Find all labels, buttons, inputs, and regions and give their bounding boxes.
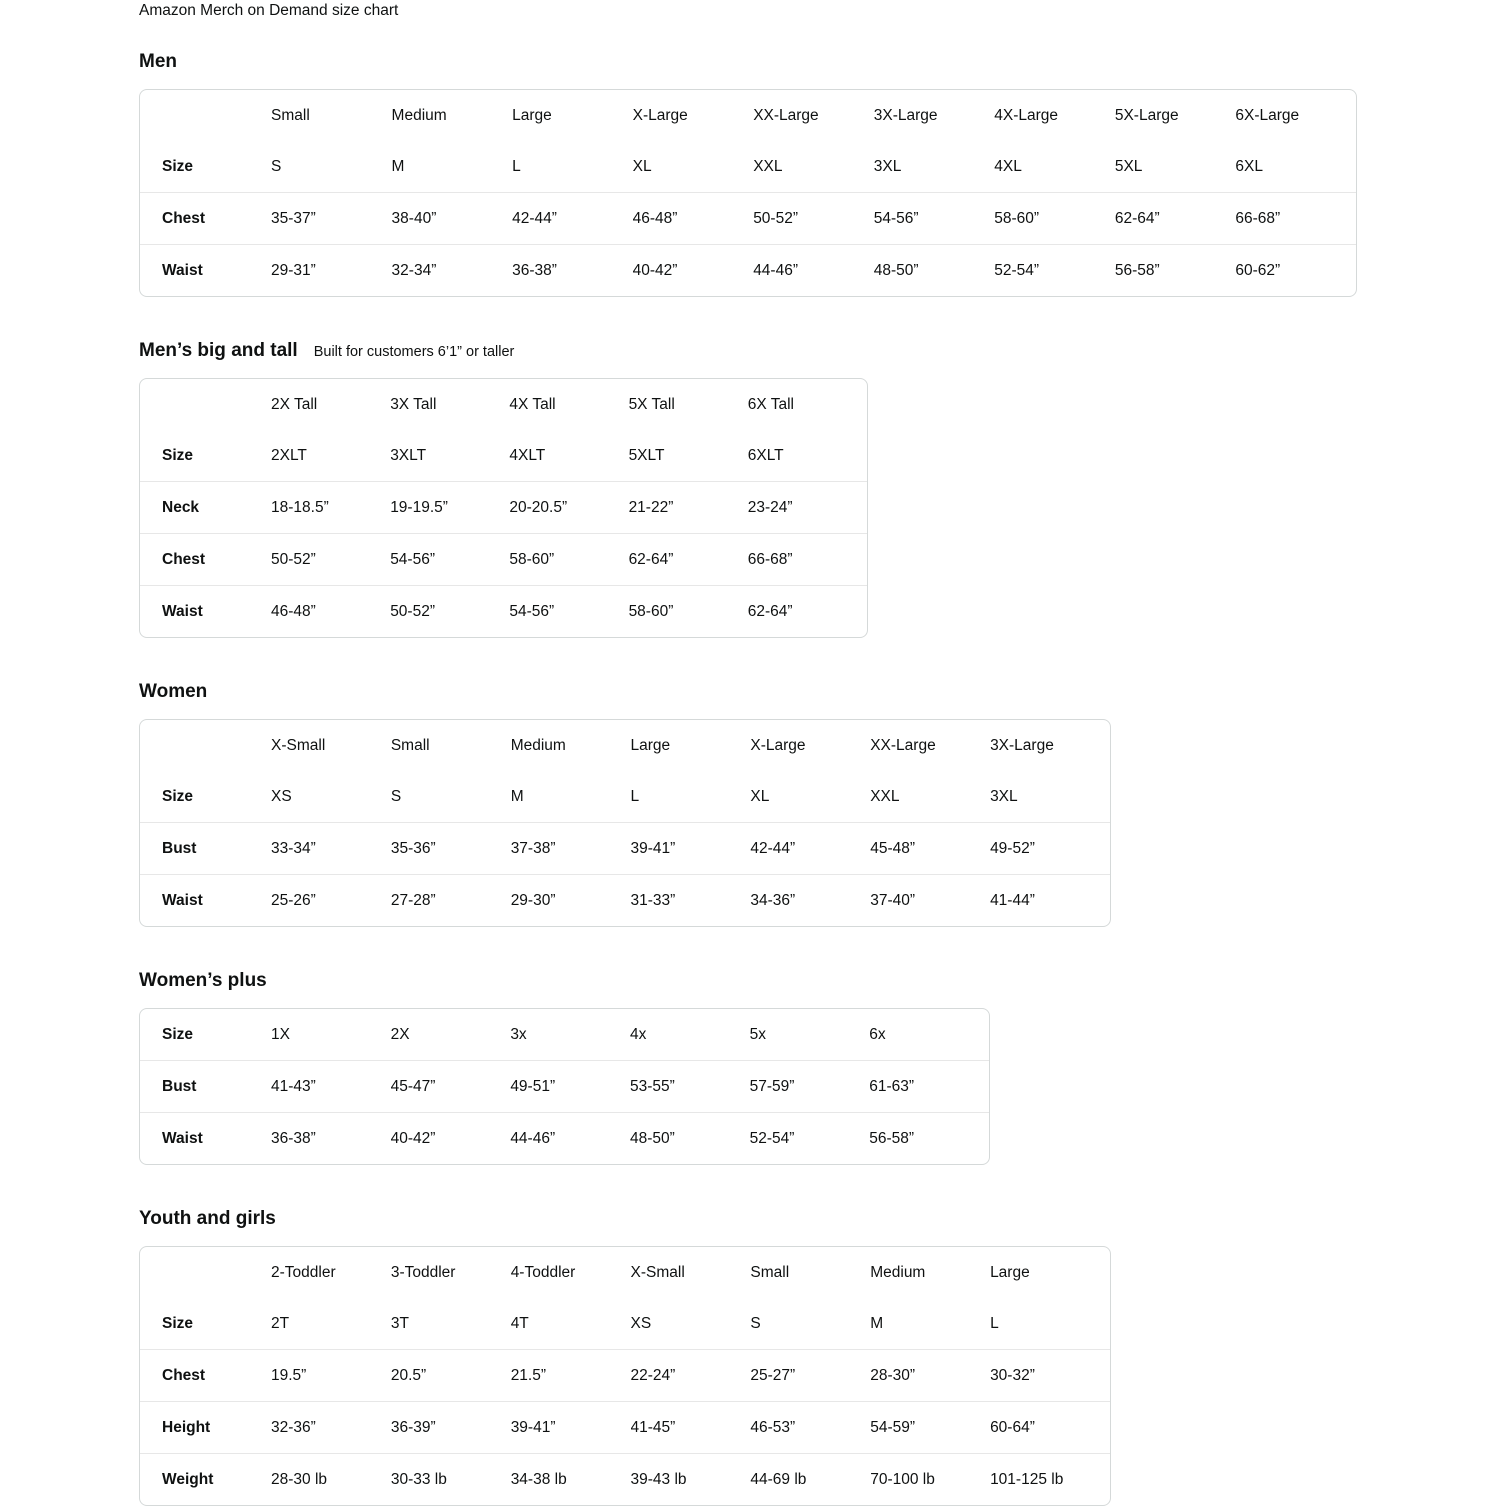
cell-value: 42-44”: [512, 193, 633, 245]
page-title: Amazon Merch on Demand size chart: [139, 2, 399, 19]
cell-value: L: [512, 141, 633, 193]
section-heading-row: [139, 50, 1499, 74]
cell-value: 18-18.5”: [271, 482, 390, 534]
section-heading-row: [139, 1207, 1499, 1231]
column-header: 6X-Large: [1235, 106, 1300, 124]
section-mens-big-tall: [139, 339, 1499, 638]
cell-value: 35-36”: [391, 823, 511, 875]
cell-value: 66-68”: [748, 534, 867, 586]
cell-value: 49-52”: [990, 823, 1110, 875]
cell-value: 2XLT: [271, 430, 390, 482]
cell-value: 36-38”: [271, 1129, 316, 1147]
section-heading-row: [139, 339, 1499, 363]
column-header: 3X-Large: [990, 736, 1054, 754]
cell-value: XXL: [870, 771, 990, 823]
table-row: [140, 1298, 1110, 1350]
cell-value: 36-38”: [512, 261, 557, 279]
column-header-blank: [140, 379, 271, 430]
cell-value: 101-125 lb: [990, 1470, 1064, 1488]
size-table: [139, 378, 868, 638]
column-header-blank: [140, 90, 271, 141]
cell-value: L: [990, 1298, 1110, 1350]
table-header-row: [140, 379, 867, 430]
cell-value: 35-37”: [271, 193, 392, 245]
size-table: [139, 1008, 990, 1165]
cell-value: 50-52”: [271, 534, 390, 586]
cell-value: 5XLT: [629, 430, 748, 482]
cell-value: 29-31”: [271, 261, 316, 279]
cell-value: 40-42”: [632, 261, 678, 279]
cell-value: S: [271, 141, 392, 193]
cell-value: 6XLT: [748, 430, 867, 482]
cell-value: 2X: [391, 1009, 511, 1061]
cell-value: XL: [633, 141, 754, 193]
cell-value: 40-42”: [390, 1129, 436, 1147]
column-header: Small: [750, 1263, 790, 1281]
cell-value: 54-56”: [390, 534, 509, 586]
table-row: [140, 586, 867, 637]
row-label: Chest: [140, 193, 271, 245]
row-label: Waist: [162, 1129, 203, 1147]
cell-value: M: [870, 1298, 990, 1350]
cell-value: 23-24”: [748, 482, 867, 534]
table-row: [140, 875, 1110, 926]
section-heading: Women: [139, 681, 208, 702]
cell-value: 46-48”: [633, 193, 754, 245]
cell-value: 39-41”: [511, 1402, 631, 1454]
table-row: [140, 1402, 1110, 1454]
cell-value: 32-36”: [271, 1402, 391, 1454]
column-header: 3-Toddler: [390, 1263, 456, 1281]
table-header-row: [140, 90, 1356, 141]
cell-value: S: [391, 771, 511, 823]
row-label: Bust: [140, 823, 271, 875]
row-label: Waist: [162, 891, 203, 909]
cell-value: M: [511, 771, 631, 823]
cell-value: 1X: [271, 1009, 391, 1061]
column-header: X-Small: [271, 736, 326, 754]
size-table: [139, 719, 1111, 927]
cell-value: 28-30”: [870, 1350, 990, 1402]
cell-value: 5x: [750, 1009, 870, 1061]
table-row: [140, 193, 1356, 245]
cell-value: 48-50”: [873, 261, 919, 279]
cell-value: 3XLT: [390, 430, 509, 482]
section-youth-girls: [139, 1207, 1499, 1506]
column-header: X-Large: [632, 106, 688, 124]
table-row: [140, 141, 1356, 193]
table-row: [140, 430, 867, 482]
row-label: Waist: [162, 602, 203, 620]
cell-value: 48-50”: [629, 1129, 675, 1147]
cell-value: 54-56”: [509, 602, 555, 620]
cell-value: 45-47”: [391, 1061, 511, 1113]
section-womens-plus: [139, 969, 1499, 1165]
cell-value: 30-32”: [990, 1350, 1110, 1402]
cell-value: S: [750, 1298, 870, 1350]
section-heading: Youth and girls: [139, 1208, 276, 1229]
row-label: Weight: [162, 1470, 214, 1488]
cell-value: 41-43”: [271, 1061, 391, 1113]
table-row: [140, 1113, 989, 1164]
cell-value: 44-46”: [753, 261, 798, 279]
cell-value: 58-60”: [509, 534, 628, 586]
cell-value: 20.5”: [391, 1350, 511, 1402]
cell-value: XS: [631, 1298, 751, 1350]
column-header: X-Small: [630, 1263, 685, 1281]
sections-container: [139, 50, 1499, 1506]
row-label: Size: [140, 141, 271, 193]
cell-value: 34-36”: [750, 891, 796, 909]
row-label: Height: [140, 1402, 271, 1454]
column-header: 3X Tall: [390, 395, 437, 413]
table-row: [140, 1009, 989, 1061]
row-label: Neck: [140, 482, 271, 534]
section-heading: Women’s plus: [139, 970, 267, 991]
row-label: Size: [140, 1298, 271, 1350]
cell-value: 58-60”: [628, 602, 674, 620]
section-heading-row: [139, 969, 1499, 993]
cell-value: 25-26”: [271, 891, 316, 909]
column-header: Large: [630, 736, 671, 754]
cell-value: 54-59”: [870, 1402, 990, 1454]
column-header: 5X Tall: [628, 395, 675, 413]
section-women: [139, 680, 1499, 927]
cell-value: 52-54”: [994, 261, 1040, 279]
cell-value: 53-55”: [630, 1061, 750, 1113]
cell-value: 44-69 lb: [750, 1470, 807, 1488]
size-table: [139, 89, 1357, 297]
column-header: 4X Tall: [509, 395, 556, 413]
table-row: [140, 1454, 1110, 1505]
column-header: Small: [390, 736, 430, 754]
cell-value: 19.5”: [271, 1350, 391, 1402]
cell-value: 58-60”: [994, 193, 1115, 245]
cell-value: 61-63”: [869, 1061, 989, 1113]
cell-value: 27-28”: [390, 891, 436, 909]
column-header: Medium: [870, 1263, 926, 1281]
column-header: Small: [271, 106, 310, 124]
row-label: Chest: [140, 534, 271, 586]
cell-value: 5XL: [1115, 141, 1236, 193]
column-header: 2X Tall: [271, 395, 318, 413]
cell-value: 66-68”: [1235, 193, 1356, 245]
cell-value: 46-48”: [271, 602, 316, 620]
cell-value: 25-27”: [750, 1350, 870, 1402]
cell-value: 57-59”: [750, 1061, 870, 1113]
row-label: Chest: [140, 1350, 271, 1402]
cell-value: 28-30 lb: [271, 1470, 328, 1488]
cell-value: 29-30”: [510, 891, 556, 909]
size-table: [139, 1246, 1111, 1506]
cell-value: 62-64”: [629, 534, 748, 586]
cell-value: 50-52”: [390, 602, 435, 620]
table-row: [140, 1061, 989, 1113]
table-row: [140, 482, 867, 534]
cell-value: 41-45”: [631, 1402, 751, 1454]
cell-value: 21-22”: [629, 482, 748, 534]
section-heading: Men’s big and tall: [139, 340, 298, 361]
column-header: Large: [990, 1263, 1030, 1281]
cell-value: 50-52”: [753, 193, 874, 245]
cell-value: 22-24”: [631, 1350, 751, 1402]
cell-value: 49-51”: [510, 1061, 630, 1113]
cell-value: 4XL: [994, 141, 1115, 193]
column-header: 6X Tall: [747, 395, 794, 413]
cell-value: 56-58”: [869, 1129, 915, 1147]
cell-value: 4x: [630, 1009, 750, 1061]
row-label: Size: [140, 771, 271, 823]
cell-value: M: [392, 141, 513, 193]
cell-value: 39-41”: [631, 823, 751, 875]
cell-value: 2T: [271, 1298, 391, 1350]
column-header: 5X-Large: [1114, 106, 1179, 124]
cell-value: XS: [271, 771, 391, 823]
cell-value: 46-53”: [750, 1402, 870, 1454]
row-label: Size: [140, 430, 271, 482]
column-header: X-Large: [750, 736, 806, 754]
cell-value: 4T: [511, 1298, 631, 1350]
cell-value: 6x: [869, 1009, 989, 1061]
row-label: Waist: [162, 261, 203, 279]
row-label: Bust: [140, 1061, 271, 1113]
cell-value: 41-44”: [990, 891, 1035, 909]
cell-value: 60-64”: [990, 1402, 1110, 1454]
cell-value: L: [631, 771, 751, 823]
cell-value: 44-46”: [510, 1129, 556, 1147]
cell-value: 37-38”: [511, 823, 631, 875]
column-header: XX-Large: [753, 106, 819, 124]
column-header: Medium: [391, 106, 447, 124]
cell-value: 54-56”: [874, 193, 995, 245]
cell-value: 32-34”: [391, 261, 437, 279]
table-row: [140, 534, 867, 586]
column-header-blank: [140, 1247, 271, 1298]
cell-value: XL: [750, 771, 870, 823]
cell-value: 21.5”: [511, 1350, 631, 1402]
cell-value: 19-19.5”: [390, 482, 509, 534]
table-header-row: [140, 720, 1110, 771]
table-row: [140, 823, 1110, 875]
cell-value: XXL: [753, 141, 874, 193]
cell-value: 3x: [510, 1009, 630, 1061]
column-header: XX-Large: [870, 736, 936, 754]
cell-value: 6XL: [1235, 141, 1356, 193]
table-row: [140, 771, 1110, 823]
column-header: 2-Toddler: [271, 1263, 336, 1281]
cell-value: 60-62”: [1235, 261, 1281, 279]
section-men: [139, 50, 1499, 297]
cell-value: 56-58”: [1114, 261, 1160, 279]
cell-value: 34-38 lb: [510, 1470, 567, 1488]
cell-value: 38-40”: [392, 193, 513, 245]
column-header: Large: [512, 106, 552, 124]
cell-value: 30-33 lb: [390, 1470, 447, 1488]
cell-value: 3XL: [874, 141, 995, 193]
column-header: 3X-Large: [873, 106, 938, 124]
cell-value: 31-33”: [630, 891, 676, 909]
cell-value: 36-39”: [391, 1402, 511, 1454]
table-header-row: [140, 1247, 1110, 1298]
cell-value: 20-20.5”: [509, 482, 628, 534]
cell-value: 4XLT: [509, 430, 628, 482]
cell-value: 39-43 lb: [630, 1470, 687, 1488]
cell-value: 33-34”: [271, 823, 391, 875]
column-header: Medium: [510, 736, 566, 754]
cell-value: 62-64”: [747, 602, 793, 620]
column-header: 4X-Large: [994, 106, 1059, 124]
column-header-blank: [140, 720, 271, 771]
row-label: Size: [140, 1009, 271, 1061]
section-heading: Men: [139, 51, 177, 72]
cell-value: 70-100 lb: [870, 1470, 935, 1488]
table-row: [140, 245, 1356, 296]
section-heading-row: [139, 680, 1499, 704]
cell-value: 45-48”: [870, 823, 990, 875]
cell-value: 3XL: [990, 771, 1110, 823]
section-subtitle: Built for customers 6’1” or taller: [313, 344, 515, 360]
column-header: 4-Toddler: [510, 1263, 576, 1281]
cell-value: 3T: [391, 1298, 511, 1350]
cell-value: 62-64”: [1115, 193, 1236, 245]
cell-value: 37-40”: [870, 891, 916, 909]
cell-value: 42-44”: [750, 823, 870, 875]
cell-value: 52-54”: [749, 1129, 795, 1147]
table-row: [140, 1350, 1110, 1402]
